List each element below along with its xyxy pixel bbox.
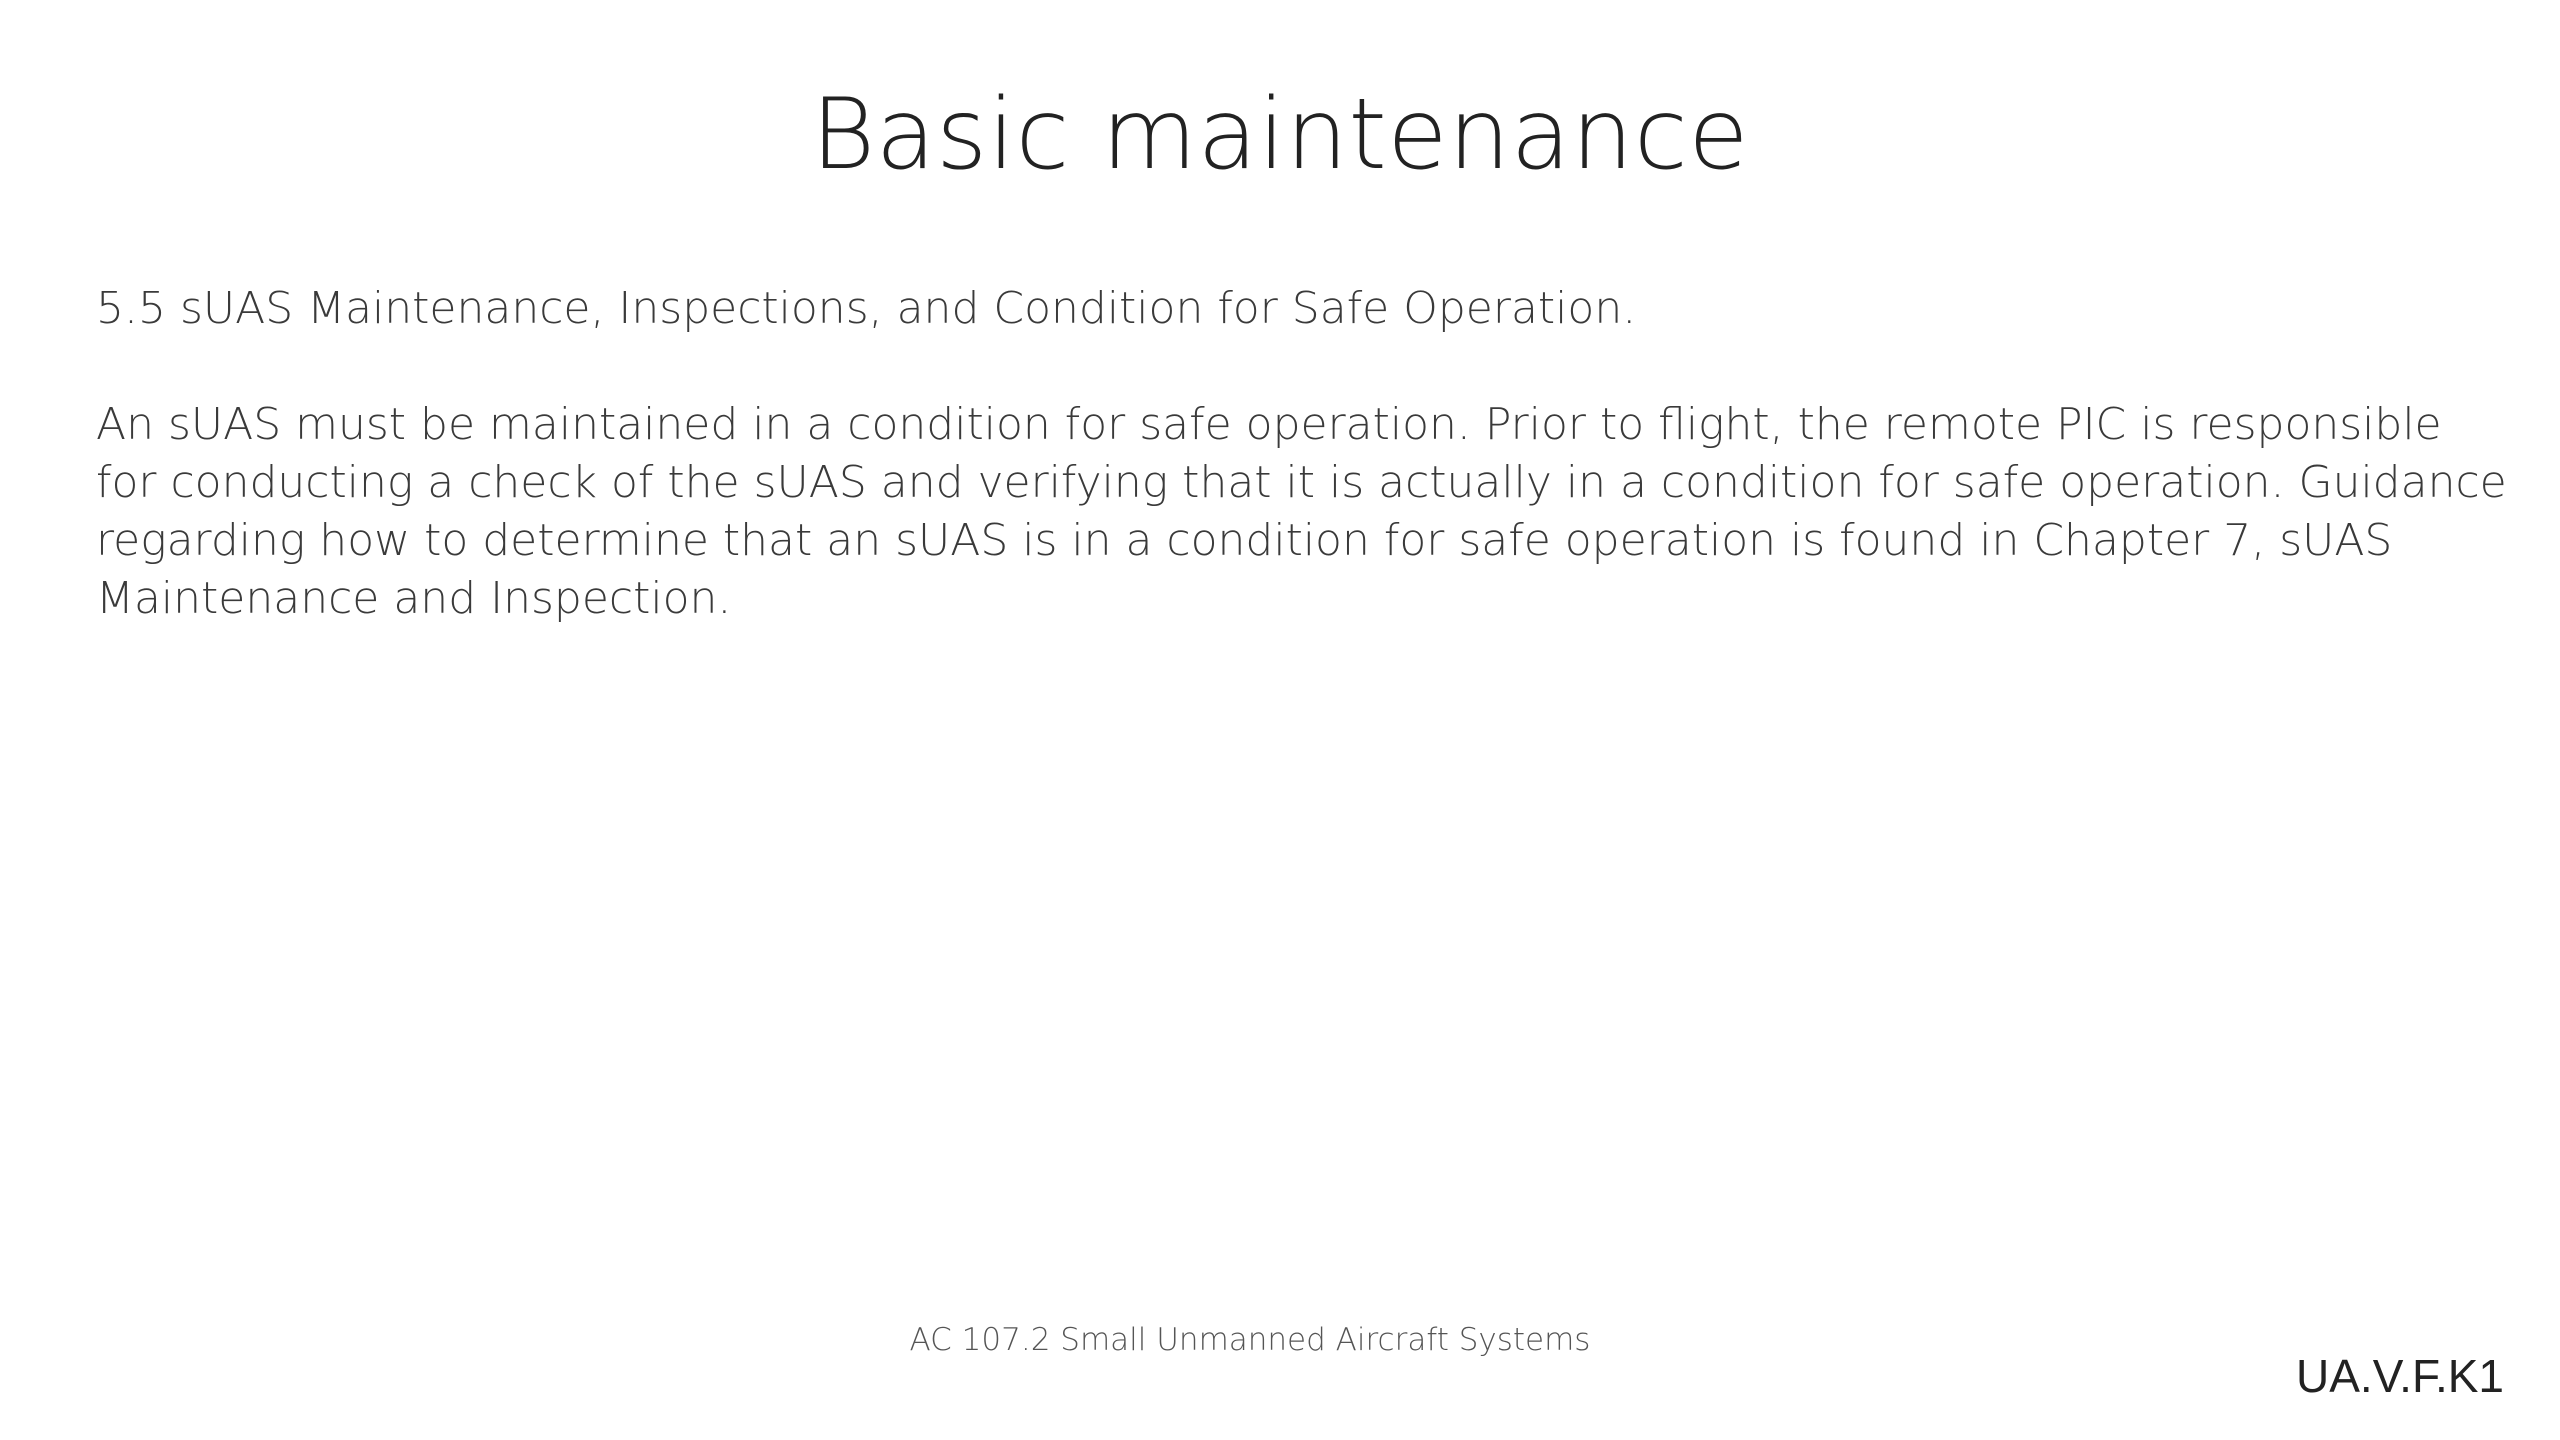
slide-title: Basic maintenance [810,78,1750,192]
slide-footer: AC 107.2 Small Unmanned Aircraft Systems [909,1322,1591,1358]
section-heading: 5.5 sUAS Maintenance, Inspections, and Condition for Safe Operation. [96,283,1637,334]
reference-code: UA.V.F.K1 [2296,1350,2504,1402]
slide-body [96,280,2516,628]
body-paragraph: An sUAS must be maintained in a condition for safe operation. Prior to flight, the remote PIC is responsible for conducting a check of the sUAS and verifying that it is actually in a condition for safe operation. Guidance regarding how to determine that an sUAS is in a condition for safe operation is found in Chapter 7, sUAS Maintenance and Inspection. [96,399,2507,624]
